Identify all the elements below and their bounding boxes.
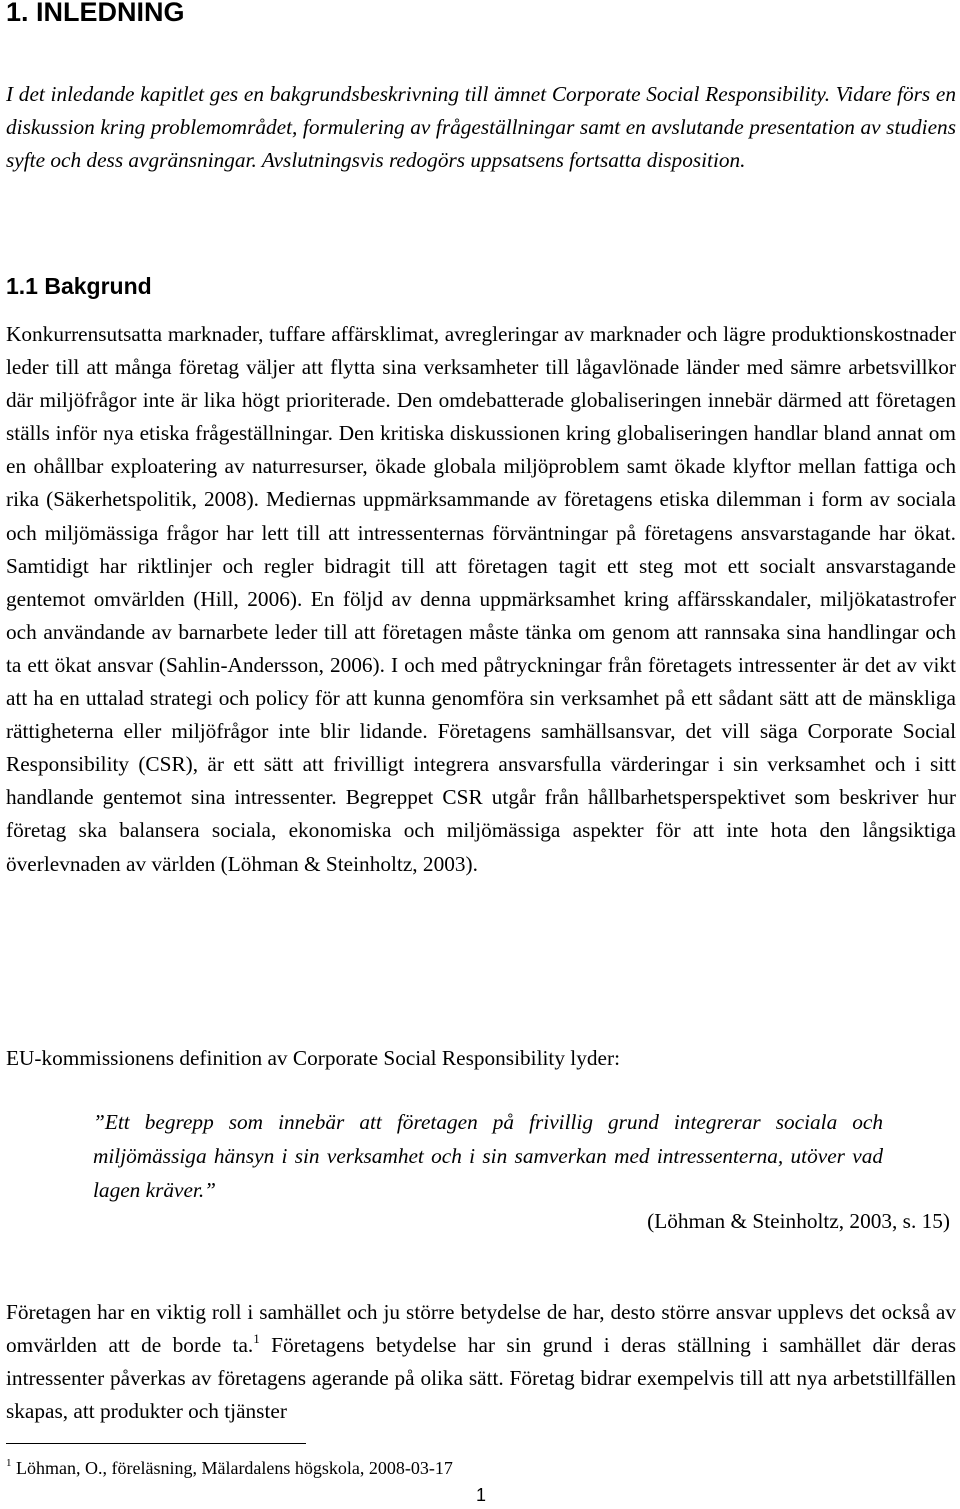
continuation-text-start: Företagen har en viktig roll i samhället och ju större betydelse de har, desto större ansvar upplevs det också av omvärlden att de borde ta. xyxy=(6,1300,956,1358)
footnote xyxy=(6,1456,453,1480)
continuation-paragraph xyxy=(6,1296,956,1428)
continuation-text-end: Företagens betydelse har sin grund i deras ställning i samhället där deras intressenter påverkas av företagens agerande på olika sätt. Företag bidrar exempelvis till att nya arbetstillfällen skapas, att produkter och tjänster xyxy=(6,1333,956,1424)
background-paragraph: Konkurrensutsatta marknader, tuffare affärsklimat, avregleringar av marknader och lägre produktionskostnader leder till att många företag väljer att flytta sina verksamheter till lågavlönade länder med sämre arbetsvillkor där miljöfrågor inte är lika högt prioriterade. Den omdebatterade globaliseringen innebär därmed att företagen ställs inför nya etiska frågeställningar. Den kritiska diskussionen kring globaliseringen handlar bland annat om en ohållbar exploatering av naturresurser, ökade globala miljöproblem samt ökade klyftor mellan fattiga och rika (Säkerhetspolitik, 2008). Mediernas uppmärksammande av företagens etiska dilemman i form av sociala och miljömässiga frågor har lett till att intressenternas förväntningar på företagens ansvarstagande har ökat. Samtidigt har riktlinjer och regler bidragit till att företagen tagit ett steg mot ett socialt ansvarstagande gentemot omvärlden (Hill, 2006). En följd av denna uppmärksamhet kring affärsskandaler, miljökatastrofer och användande av barnarbete leder till att företagen måste tänka om genom att rannsaka sina handlingar och ta ett ökat ansvar (Sahlin-Andersson, 2006). I och med påtryckningar från företagets intressenter är det av vikt att ha en uttalad strategi och policy för att kunna genomföra sin verksamhet på ett sådant sätt att de mänskliga rättigheterna eller miljöfrågor inte blir lidande. Företagens samhällsansvar, det vill säga Corporate Social Responsibility (CSR), är ett sätt att frivilligt integrera ansvarsfulla värderingar i sin verksamhet och i sitt handlande gentemot sina intressenter. Begreppet CSR utgår från hållbarhetsperspektivet som beskriver hur företag ska balansera sociala, ekonomiska och miljömässiga aspekter för att inte hota den långsiktiga överlevnaden av världen (Löhman & Steinholtz, 2003). xyxy=(6,322,956,876)
eu-definition-intro: EU-kommissionens definition av Corporate Social Responsibility lyder: xyxy=(6,1046,620,1070)
footnote-separator xyxy=(6,1443,306,1444)
chapter-intro-paragraph: I det inledande kapitlet ges en bakgrundsbeskrivning till ämnet Corporate Social Responsibility. Vidare förs en diskussion kring problemområdet, formulering av frågeställningar samt en avslutande presentation av studiens syfte och dess avgränsningar. Avslutningsvis redogörs uppsatsens fortsatta disposition. xyxy=(6,82,956,173)
chapter-title: 1. INLEDNING xyxy=(6,0,185,27)
footnote-text: Löhman, O., föreläsning, Mälardalens högskola, 2008-03-17 xyxy=(11,1458,453,1478)
page-number: 1 xyxy=(475,1485,486,1505)
quote-citation: (Löhman & Steinholtz, 2003, s. 15) xyxy=(647,1209,950,1233)
footnote-reference: 1 xyxy=(253,1331,260,1347)
section-heading: 1.1 Bakgrund xyxy=(6,273,152,299)
footnote-marker: 1 xyxy=(6,1457,12,1469)
definition-quote: ”Ett begrepp som innebär att företagen på frivillig grund integrerar sociala och miljömässiga hänsyn i sin verksamhet och i sin samverkan med intressenterna, utöver vad lagen kräver.” xyxy=(93,1110,883,1202)
